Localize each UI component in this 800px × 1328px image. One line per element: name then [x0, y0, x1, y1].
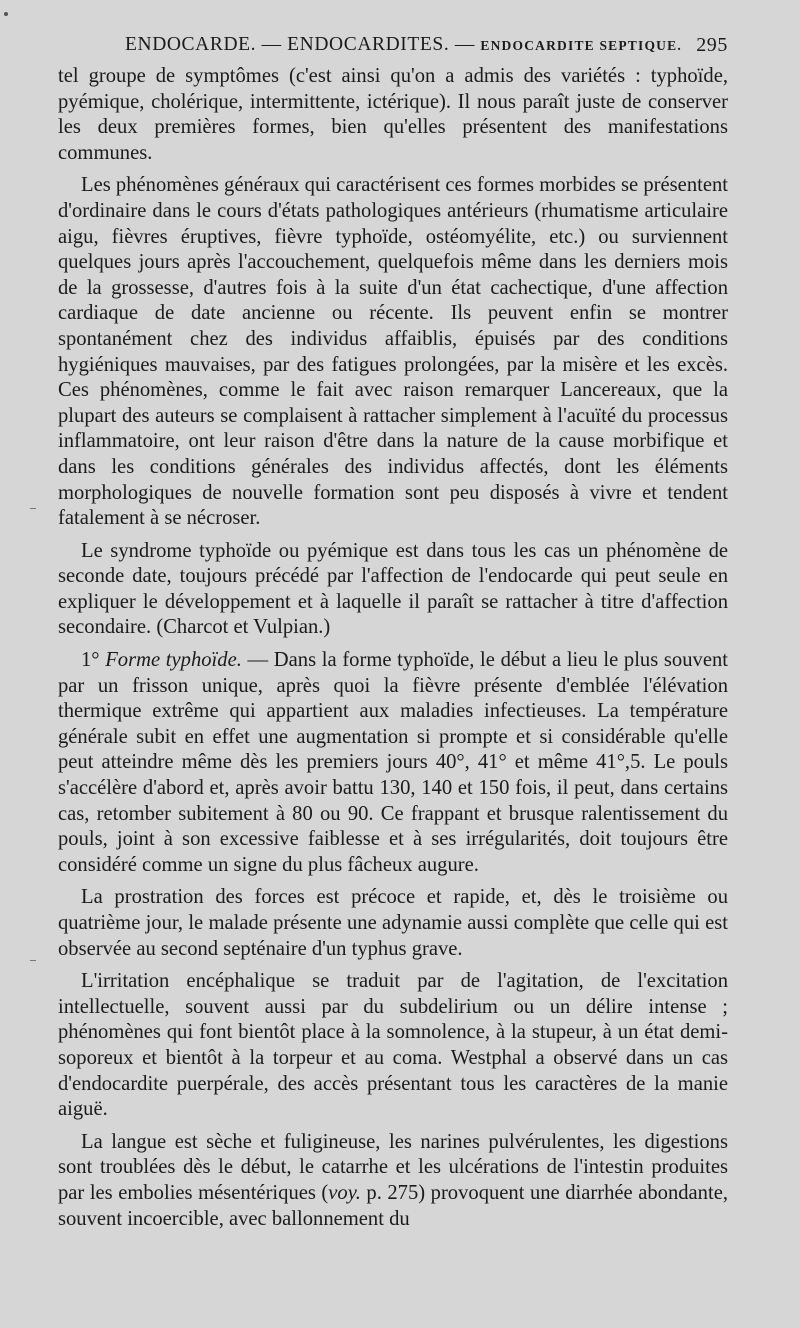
paragraph: Les phénomènes généraux qui caractérisent ces formes morbides se présentent d'ordinaire dans le cours d'états pathologiques antérieurs (rhumatisme articulaire aigu, fièvres éruptives, fièvre typhoïde, ostéomyélite, etc.) ou surviennent quelques jours après l'accouchement, quelquefois même dans les derniers mois de la grossesse, d'autres fois à la suite d'un état cachectique, d'une affection cardiaque de date ancienne ou récente. Ils peuvent enfin se montrer spontanément chez des individus affaiblis, épuisés par des conditions hygiéniques mauvaises, par des fatigues prolongées, par la misère et les excès. Ces phénomènes, comme le fait avec raison remarquer Lancereaux, que la plupart des auteurs se complaisent à rattacher simplement à l'acuïté du processus inflammatoire, ont leur raison d'être dans la nature de la cause morbifique et dans les conditions générales des individus affectés, dont les éléments morphologiques de nouvelle formation sont peu disposés à vivre et tendent fatalement à se nécroser. — [58, 174, 728, 530]
body-text — [58, 64, 728, 1239]
paragraph: tel groupe de symptômes (c'est ainsi qu'on a admis des variétés : typhoïde, pyémique, cholérique, intermittente, ictérique). Il nous paraît juste de conserver les deux premières formes, bien qu'elles présentent des manifestations communes. — [58, 65, 728, 164]
paragraph — [58, 1130, 728, 1232]
running-header — [55, 34, 728, 58]
paragraph-text: p. 275) provoquent une diarrhée abondante, souvent incoercible, avec ballonnement du — [58, 1181, 728, 1230]
paragraph: La prostration des forces est précoce et rapide, et, dès le troisième ou quatrième jour, le malade présente une adynamie aussi complète que celle qui est observée au second septénaire d'un typhus grave. — [58, 886, 728, 960]
paragraph: Le syndrome typhoïde ou pyémique est dans tous les cas un phénomène de seconde date, toujours précédé par l'affection de l'endocarde qui peut seule en expliquer le développement et à laquelle il paraît se rattacher à titre d'affection secondaire. (Charcot et Vulpian.) — [58, 539, 728, 639]
scan-speck — [4, 12, 8, 16]
margin-mark — [30, 960, 36, 961]
header-title: ENDOCARDE. — ENDOCARDITES. — — [125, 34, 481, 55]
paragraph-text: La langue est sèche et fuligineuse, les narines pulvérulentes, les digestions sont troublées dès le début, le catarrhe et les ulcérations de l'intestin produites par les embolies mésentériques ( — [58, 1130, 728, 1204]
section-heading: Forme typhoïde. — [105, 649, 242, 672]
margin-mark — [30, 508, 36, 509]
paragraph — [58, 648, 728, 878]
page-number: 295 — [696, 34, 728, 56]
section-text: — Dans la forme typhoïde, le début a lieu le plus souvent par un frisson unique, après quoi la fièvre présente d'emblée l'élévation thermique extrême qui appartient aux maladies infectieuses. La température générale subit en effet une augmentation si prompte et si considérable qu'elle peut atteindre même dès les premiers jours 40°, 41° et même 41°,5. Le pouls s'accélère d'abord et, après avoir battu 130, 140 et 150 fois, il peut, dans certains cas, retomber subitement à 80 ou 90. Ce frappant et brusque ralentissement du pouls, joint à son excessive faiblesse et à ses irrégularités, doit toujours être considéré comme un signe du plus fâcheux augure. — [58, 649, 728, 876]
cross-reference: voy. — [328, 1181, 361, 1204]
paragraph: L'irritation encéphalique se traduit par de l'agitation, de l'excitation intellectuelle, souvent aussi par du subdelirium ou un délire intense ; phénomènes qui font bientôt place à la somnolence, à la stupeur, à un état demi-soporeux et bientôt à la torpeur et au coma. Westphal a observé dans un cas d'endocardite puerpérale, des accès présentant tous les caractères de la manie aiguë. — [58, 970, 728, 1121]
header-subtitle: ENDOCARDITE SEPTIQUE. — [480, 38, 682, 53]
section-number: 1° — [81, 649, 100, 672]
